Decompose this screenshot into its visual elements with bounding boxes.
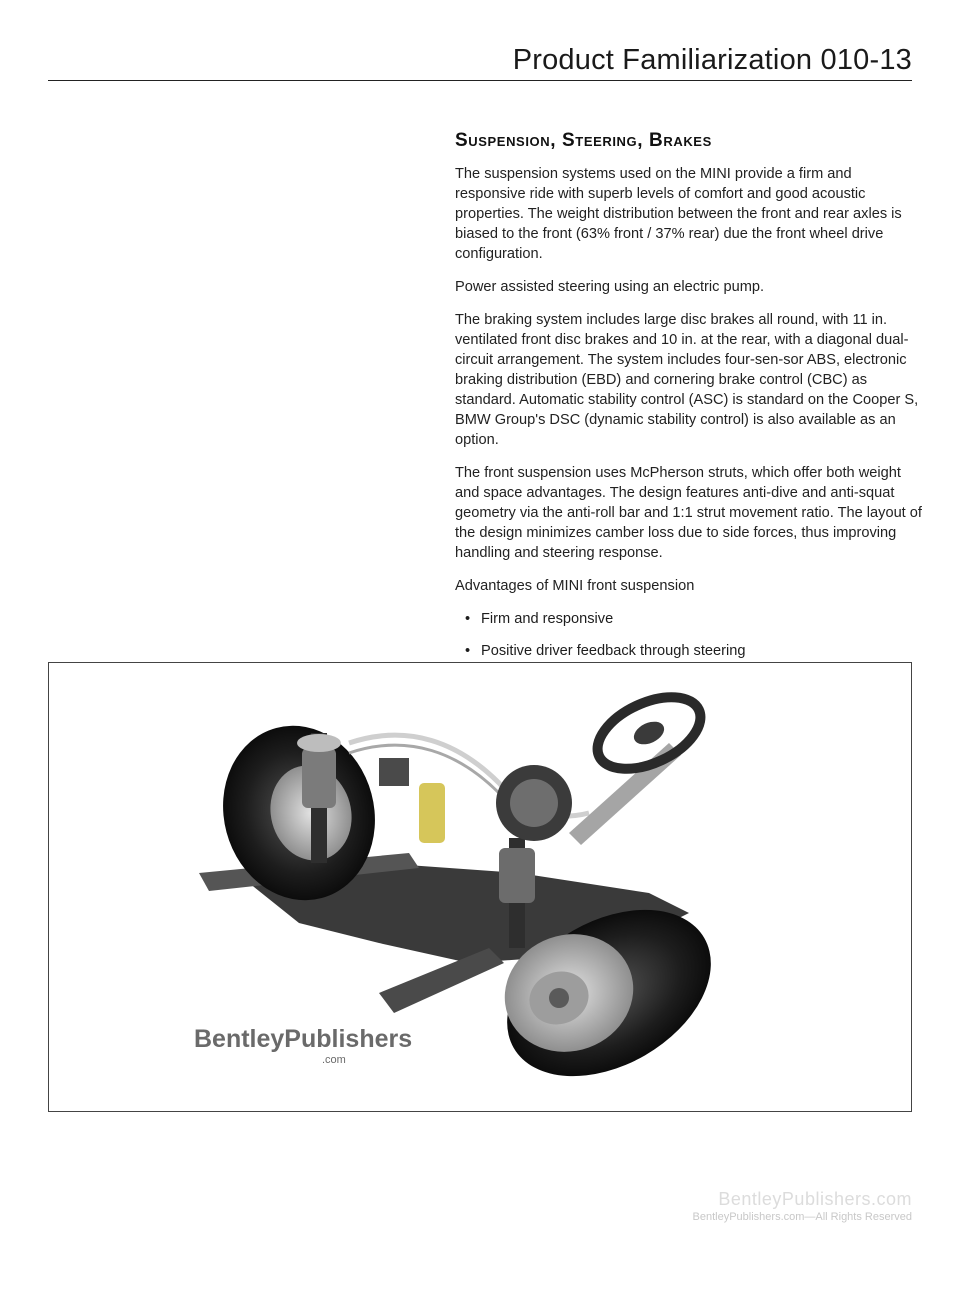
list-item: • Positive driver feedback through steering — [465, 641, 925, 661]
paragraph-steering: Power assisted steering using an electric pump. — [455, 279, 765, 295]
paragraph-suspension: The suspension systems used on the MINI provide a firm and responsive ride with superb levels of comfort and good acoustic properties. The weight distribution between the front and rear axles is biased to the front (63% front / 37% rear) due the front wheel drive configuration. — [455, 166, 902, 262]
section-title: Suspension, Steering, Brakes — [455, 130, 712, 151]
left-coil-spring — [302, 748, 336, 808]
rear-arm — [379, 948, 504, 1013]
footer-watermark — [693, 1175, 912, 1223]
reservoir — [419, 783, 445, 843]
paragraph-advantages-intro: Advantages of MINI front suspension — [455, 578, 695, 594]
footer-watermark-suffix: .com — [870, 1189, 912, 1209]
center-coil-spring — [499, 848, 535, 903]
footer-copyright: BentleyPublishers.com—All Rights Reserved — [692, 1211, 912, 1223]
list-item: • Firm and responsive — [465, 609, 925, 629]
footer-watermark-brand: BentleyPublishers — [718, 1189, 871, 1209]
paragraph-front-suspension: The front suspension uses McPherson struts, which offer both weight and space advantages. The design features anti-dive and anti-squat geometry via the anti-roll bar and 1:1 strut movement ratio. The layout of the design minimizes camber loss due to side forces, thus improving handling and steering response. — [455, 465, 922, 561]
section-suspension-steering-brakes — [455, 130, 925, 705]
suspension-figure-frame — [48, 662, 912, 1112]
page-header-title: Product Familiarization 010-13 — [512, 44, 912, 76]
abs-unit — [379, 758, 409, 786]
figure-watermark-suffix: .com — [322, 1054, 346, 1066]
figure-watermark: BentleyPublishers — [194, 1025, 413, 1053]
paragraph-brakes: The braking system includes large disc brakes all round, with 11 in. ventilated front disc brakes and 10 in. at the rear, with a diagonal dual-circuit arrangement. The system includes four-sen-sor ABS, electronic braking distribution (EBD) and cornering brake control (CBC) as standard. Automatic stability control (ASC) is standard on the Cooper S, BMW Group's DSC (dynamic stability control) is also available as an option. — [455, 312, 919, 448]
suspension-illustration — [49, 663, 912, 1112]
left-strut-top — [297, 734, 341, 752]
header-rule — [48, 80, 912, 81]
